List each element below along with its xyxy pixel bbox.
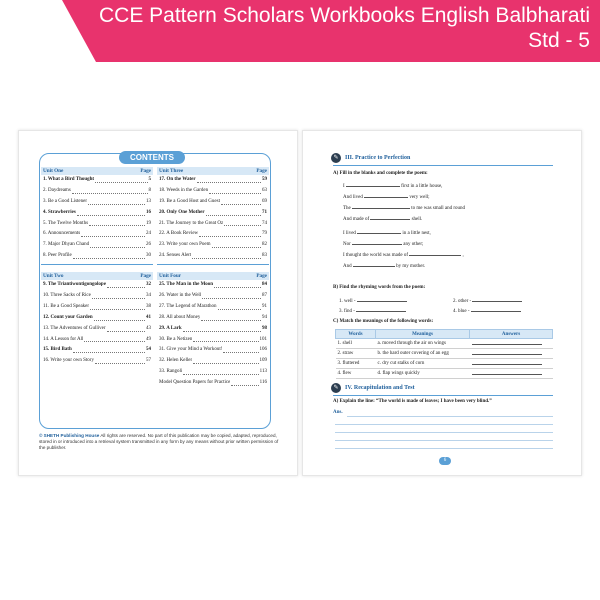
lesson-title: 10. Three Sacks of Rice xyxy=(43,293,91,299)
lesson-title: 27. The Legend of Marathon xyxy=(159,303,217,309)
leader-dots xyxy=(73,251,145,259)
contents-entry[interactable] xyxy=(41,302,153,313)
lesson-page: 109 xyxy=(259,358,267,364)
contents-entry[interactable] xyxy=(41,208,153,219)
unit-header xyxy=(157,272,269,280)
lesson-title: 21. The Journey to the Great Oz xyxy=(159,220,224,226)
lesson-page: 84 xyxy=(262,282,267,288)
leader-dots xyxy=(223,345,258,353)
meaning-cell: b. the hard outer covering of an egg xyxy=(376,349,470,359)
unit-title: Unit Two xyxy=(43,273,64,280)
lesson-page: 87 xyxy=(262,293,267,299)
section-4-title: IV. Recapitulation and Test xyxy=(345,385,415,391)
lesson-page: 94 xyxy=(262,314,267,320)
contents-entry[interactable] xyxy=(41,175,153,186)
leader-dots xyxy=(199,229,261,237)
poem-text-before: Nor xyxy=(343,242,351,247)
leader-dots xyxy=(193,356,258,364)
page-number: 6 xyxy=(439,457,451,465)
answer-cell[interactable] xyxy=(470,359,553,369)
lesson-page: 79 xyxy=(262,231,267,237)
contents-entry[interactable] xyxy=(41,197,153,208)
contents-entry[interactable] xyxy=(157,356,269,367)
poem-text-before: I lived xyxy=(343,231,356,236)
answer-line[interactable] xyxy=(335,448,553,449)
poem-line xyxy=(343,240,423,247)
poem-text-before: I thought the world was made of xyxy=(343,253,408,258)
lesson-page: 30 xyxy=(146,253,151,259)
lesson-page: 34 xyxy=(146,293,151,299)
page-column-label: Page xyxy=(140,168,151,174)
leader-dots xyxy=(206,208,261,216)
poem-text-before: And xyxy=(343,264,352,269)
lesson-page: 106 xyxy=(259,347,267,353)
lesson-title: 31. Give your Mind a Workout! xyxy=(159,347,223,353)
answer-line[interactable] xyxy=(335,432,553,433)
contents-entry[interactable] xyxy=(157,335,269,346)
meaning-cell: c. dry cut stalks of corn xyxy=(376,359,470,369)
answer-blank[interactable] xyxy=(472,360,542,365)
poem-line xyxy=(343,262,425,269)
contents-entry[interactable] xyxy=(157,186,269,197)
contents-entry[interactable] xyxy=(157,313,269,324)
leader-dots xyxy=(202,291,261,299)
lesson-page: 19 xyxy=(146,220,151,226)
lesson-title: 9. The Triantiwontigongolope xyxy=(43,282,106,288)
title-banner xyxy=(0,0,600,62)
exercise-page xyxy=(302,130,582,476)
reading-icon: ✎ xyxy=(331,153,341,163)
poem-blank[interactable] xyxy=(346,182,400,187)
lesson-title: 11. Be a Good Speaker xyxy=(43,303,90,309)
contents-entry[interactable] xyxy=(157,378,269,389)
lesson-page: 116 xyxy=(259,380,267,386)
poem-text-before: And made of xyxy=(343,217,370,222)
rhyme-label: 1. well - xyxy=(339,299,356,304)
lesson-page: 63 xyxy=(262,187,267,193)
poem-blank[interactable] xyxy=(364,193,408,198)
poem-text-after: in a little nest, xyxy=(402,231,431,236)
leader-dots xyxy=(183,324,261,332)
lesson-page: 5 xyxy=(148,177,151,182)
banner-subtitle: Std - 5 xyxy=(528,29,590,52)
meaning-cell: a. moved through the air on wings xyxy=(376,339,470,349)
poem-blank[interactable] xyxy=(370,215,410,220)
lesson-title: 15. Bird Bath xyxy=(43,347,72,353)
poem-text-after: very well; xyxy=(409,195,430,200)
contents-entry[interactable] xyxy=(157,367,269,378)
answer-cell[interactable] xyxy=(470,339,553,349)
lesson-title: 5. The Twelve Months xyxy=(43,220,89,226)
poem-line xyxy=(343,193,430,200)
lesson-page: 98 xyxy=(262,325,267,331)
poem-blank[interactable] xyxy=(352,240,402,245)
answer-blank[interactable] xyxy=(472,340,542,345)
question-c-match: C) Match the meanings of the following words: xyxy=(333,319,434,324)
lesson-title: 26. Water in the Well xyxy=(159,293,202,299)
lesson-page: 49 xyxy=(146,336,151,342)
lesson-page: 91 xyxy=(262,303,267,309)
poem-blank[interactable] xyxy=(352,204,410,209)
unit-divider xyxy=(157,264,269,272)
leader-dots xyxy=(192,251,261,259)
contents-entry[interactable] xyxy=(157,197,269,208)
lesson-title: 17. On the Water xyxy=(159,177,196,182)
answer-blank[interactable] xyxy=(472,297,522,302)
answer-blank[interactable] xyxy=(472,350,542,355)
poem-blank[interactable] xyxy=(409,251,461,256)
contents-entry[interactable] xyxy=(157,291,269,302)
contents-entry[interactable] xyxy=(157,240,269,251)
table-row xyxy=(336,339,553,349)
unit-header xyxy=(157,167,269,175)
leader-dots xyxy=(218,302,261,310)
leader-dots xyxy=(84,335,145,343)
lesson-title: 24. Senses Alert xyxy=(159,253,192,259)
rhyme-item xyxy=(339,307,406,314)
word-cell: 2. straw xyxy=(336,349,376,359)
contents-title: CONTENTS xyxy=(119,151,185,164)
publisher-brand: © SHETH Publishing House xyxy=(39,433,100,438)
lesson-title: 25. The Man in the Moon xyxy=(159,282,214,288)
section-divider xyxy=(333,395,553,396)
lesson-title: 13. The Adventures of Gulliver xyxy=(43,325,106,331)
meaning-cell: d. flap wings quickly xyxy=(376,369,470,379)
question-b-rhymes: B) Find the rhyming words from the poem: xyxy=(333,285,426,290)
answer-line[interactable] xyxy=(335,440,553,441)
lesson-page: 101 xyxy=(259,336,267,342)
copyright-text: All rights are reserved. No part of this publication may be copied, adapted, reproduced, stored in or introduced into a retrieval system transmitted in any form by any means without prior written permission of the publisher. xyxy=(39,433,279,450)
lesson-title: 8. Peer Profile xyxy=(43,253,72,259)
lesson-title: 1. What a Bird Thought xyxy=(43,177,95,182)
leader-dots xyxy=(201,313,261,321)
rhyme-item xyxy=(339,297,407,304)
leader-dots xyxy=(72,186,148,194)
poem-text-after: first in a little house, xyxy=(401,184,443,189)
leader-dots xyxy=(94,313,145,321)
rhyme-label: 4. blue - xyxy=(453,309,470,314)
poem-text-before: And lived xyxy=(343,195,363,200)
lesson-title: 4. Strawberries xyxy=(43,209,76,215)
lesson-title: 7. Major Dhyan Chand xyxy=(43,242,90,248)
contents-entry[interactable] xyxy=(41,291,153,302)
contents-entry[interactable] xyxy=(41,280,153,291)
contents-column-left xyxy=(41,167,153,367)
unit-header xyxy=(41,272,153,280)
table-row xyxy=(336,369,553,379)
copyright-notice xyxy=(39,433,279,451)
section-divider xyxy=(333,165,553,166)
lesson-page: 69 xyxy=(262,198,267,204)
question-a-fill-blanks: A) Fill in the blanks and complete the poem: xyxy=(333,171,428,176)
poem-line xyxy=(343,229,431,236)
poem-text-before: The xyxy=(343,206,351,211)
poem-text-after: to me was small and round xyxy=(411,206,466,211)
contents-entry[interactable] xyxy=(157,302,269,313)
unit-title: Unit One xyxy=(43,168,64,174)
contents-entry[interactable] xyxy=(157,251,269,262)
leader-dots xyxy=(95,356,145,364)
lesson-page: 8 xyxy=(148,187,151,193)
lesson-page: 74 xyxy=(262,220,267,226)
lesson-title: 19. Be a Good Host and Guest xyxy=(159,198,220,204)
lesson-title: 3. Be a Good Listener xyxy=(43,198,88,204)
lesson-page: 43 xyxy=(146,325,151,331)
lesson-title: 16. Write your own Story xyxy=(43,358,94,364)
lesson-page: 38 xyxy=(146,303,151,309)
poem-text-before: I xyxy=(343,184,345,189)
leader-dots xyxy=(107,280,145,288)
unit-title: Unit Three xyxy=(159,168,184,174)
poem-line xyxy=(343,215,422,222)
lesson-page: 82 xyxy=(262,242,267,248)
contents-entry[interactable] xyxy=(41,324,153,335)
poem-line xyxy=(343,182,442,189)
leader-dots xyxy=(197,175,261,183)
rhyme-item xyxy=(453,297,522,304)
answer-blank[interactable] xyxy=(471,307,521,312)
leader-dots xyxy=(89,219,145,227)
page-column-label: Page xyxy=(140,273,151,280)
contents-entry[interactable] xyxy=(41,240,153,251)
contents-entry[interactable] xyxy=(41,251,153,262)
contents-entry[interactable] xyxy=(157,345,269,356)
section-3-title: III. Practice to Perfection xyxy=(345,155,411,161)
lesson-page: 59 xyxy=(262,177,267,182)
lesson-title: 2. Daydreams xyxy=(43,187,71,193)
unit-divider xyxy=(41,264,153,272)
word-cell: 4. flew xyxy=(336,369,376,379)
lesson-page: 41 xyxy=(146,314,151,320)
leader-dots xyxy=(90,302,145,310)
contents-entry[interactable] xyxy=(157,280,269,291)
lesson-title: 12. Count your Garden xyxy=(43,314,93,320)
unit-title: Unit Four xyxy=(159,273,182,280)
lesson-title: 18. Weeds in the Garden xyxy=(159,187,209,193)
leader-dots xyxy=(95,175,147,183)
poem-text-after: by my mother. xyxy=(396,264,426,269)
lesson-page: 83 xyxy=(262,253,267,259)
leader-dots xyxy=(73,345,145,353)
col-words: Words xyxy=(336,330,376,339)
lesson-title: Model Question Papers for Practice xyxy=(159,380,231,386)
lesson-page: 13 xyxy=(146,198,151,204)
contents-entry[interactable] xyxy=(157,219,269,230)
lesson-title: 6. Announcements xyxy=(43,231,81,237)
leader-dots xyxy=(92,291,145,299)
poem-blank[interactable] xyxy=(353,262,395,267)
leader-dots xyxy=(231,378,258,386)
contents-entry[interactable] xyxy=(157,208,269,219)
page-column-label: Page xyxy=(256,168,267,174)
lesson-title: 30. Be a Netizen xyxy=(159,336,193,342)
lesson-title: 29. A Lark xyxy=(159,325,182,331)
lesson-page: 32 xyxy=(146,282,151,288)
table-row xyxy=(336,349,553,359)
contents-page xyxy=(18,130,298,476)
poem-blank[interactable] xyxy=(357,229,401,234)
lesson-title: 28. All about Money xyxy=(159,314,201,320)
contents-entry[interactable] xyxy=(41,186,153,197)
contents-entry[interactable] xyxy=(157,229,269,240)
contents-entry[interactable] xyxy=(41,356,153,367)
leader-dots xyxy=(88,197,145,205)
lesson-title: 23. Write your own Poem xyxy=(159,242,211,248)
answer-line[interactable] xyxy=(335,424,553,425)
recap-icon: ✎ xyxy=(331,383,341,393)
rhyme-label: 2. other - xyxy=(453,299,472,304)
answer-blank[interactable] xyxy=(472,370,542,375)
poem-line xyxy=(343,251,464,258)
page-column-label: Page xyxy=(256,273,267,280)
answer-blank[interactable] xyxy=(356,307,406,312)
contents-entry[interactable] xyxy=(41,335,153,346)
contents-entry[interactable] xyxy=(41,313,153,324)
word-cell: 1. shell xyxy=(336,339,376,349)
leader-dots xyxy=(224,219,261,227)
contents-entry[interactable] xyxy=(157,324,269,335)
leader-dots xyxy=(77,208,145,216)
unit-header xyxy=(41,167,153,175)
poem-text-after: , xyxy=(462,253,464,258)
match-table xyxy=(335,329,553,379)
poem-text-after: shell. xyxy=(411,217,423,222)
leader-dots xyxy=(209,186,261,194)
leader-dots xyxy=(183,367,258,375)
answer-cell[interactable] xyxy=(470,349,553,359)
contents-column-right xyxy=(157,167,269,389)
lesson-title: 32. Helen Keller xyxy=(159,358,193,364)
contents-entry[interactable] xyxy=(41,345,153,356)
banner-title: CCE Pattern Scholars Workbooks English Balbharati xyxy=(98,4,590,27)
contents-entry[interactable] xyxy=(41,219,153,230)
leader-dots xyxy=(90,240,145,248)
leader-dots xyxy=(193,335,258,343)
answer-label: Ans. xyxy=(333,410,343,415)
lesson-title: 33. Rangoli xyxy=(159,369,183,375)
answer-cell[interactable] xyxy=(470,369,553,379)
lesson-page: 113 xyxy=(259,369,267,375)
lesson-page: 54 xyxy=(146,347,151,353)
lesson-title: 22. A Book Review xyxy=(159,231,199,237)
lesson-page: 16 xyxy=(146,209,151,215)
lesson-title: 20. Only One Mother xyxy=(159,209,205,215)
contents-entry[interactable] xyxy=(157,175,269,186)
contents-entry[interactable] xyxy=(41,229,153,240)
lesson-title: 14. A Lesson for All xyxy=(43,336,84,342)
leader-dots xyxy=(107,324,145,332)
rhyme-label: 3. find - xyxy=(339,309,355,314)
lesson-page: 24 xyxy=(146,231,151,237)
poem-line xyxy=(343,204,465,211)
word-cell: 3. fluttered xyxy=(336,359,376,369)
leader-dots xyxy=(214,280,261,288)
lesson-page: 57 xyxy=(146,358,151,364)
leader-dots xyxy=(212,240,261,248)
rhyme-item xyxy=(453,307,521,314)
col-meanings: Meanings xyxy=(376,330,470,339)
lesson-page: 26 xyxy=(146,242,151,248)
poem-text-after: any other; xyxy=(403,242,424,247)
answer-blank[interactable] xyxy=(357,297,407,302)
table-row xyxy=(336,359,553,369)
col-answers: Answers xyxy=(470,330,553,339)
question-a-explain: A) Explain the line: “The world is made of leaves; I have been very blind.” xyxy=(333,399,492,404)
answer-line[interactable] xyxy=(347,416,553,417)
leader-dots xyxy=(221,197,261,205)
lesson-page: 71 xyxy=(262,209,267,215)
leader-dots xyxy=(81,229,145,237)
